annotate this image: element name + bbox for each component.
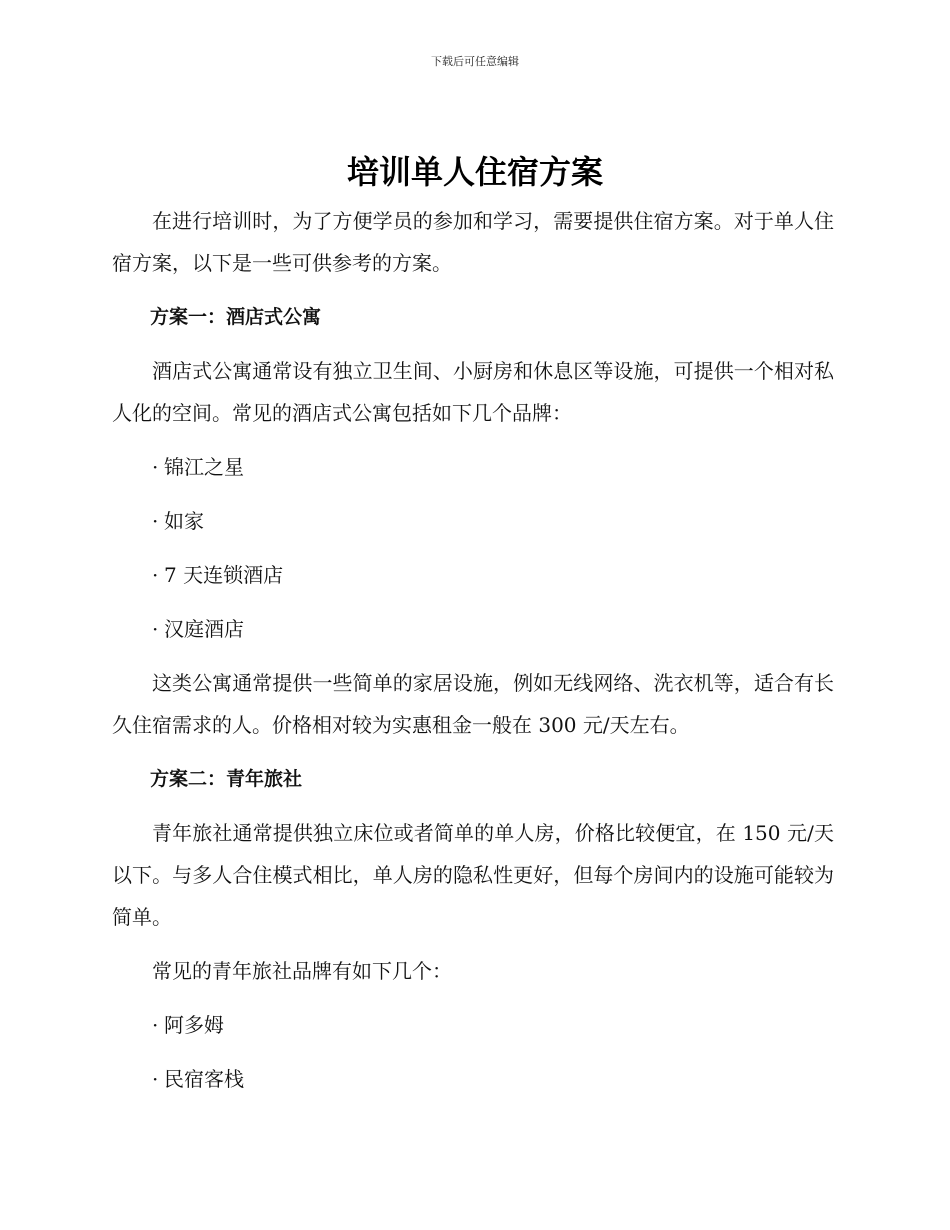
page-header-note: 下载后可任意编辑 (431, 55, 519, 68)
bullet-icon: · (152, 455, 159, 479)
plan1-brand-list (112, 446, 834, 650)
brand-name: 锦江之星 (164, 455, 244, 479)
bullet-icon: · (152, 563, 159, 587)
list-item (112, 1058, 834, 1100)
list-item (112, 608, 834, 650)
bullet-icon: · (152, 1013, 159, 1037)
plan2-brands-intro: 常见的青年旅社品牌有如下几个： (152, 959, 452, 983)
plan2-heading: 方案二：青年旅社 (150, 768, 303, 790)
plan2-brand-list (112, 1004, 834, 1100)
list-item (112, 446, 834, 488)
brand-name: 汉庭酒店 (164, 617, 244, 641)
intro-paragraph: 在进行培训时，为了方便学员的参加和学习，需要提供住宿方案。对于单人住宿方案，以下是一些可供参考的方案。 (112, 209, 834, 275)
plan1-heading: 方案一：酒店式公寓 (150, 306, 322, 328)
bullet-icon: · (152, 617, 159, 641)
brand-name: 7 天连锁酒店 (164, 563, 284, 587)
brand-name: 民宿客栈 (164, 1067, 244, 1091)
list-item (112, 554, 834, 596)
bullet-icon: · (152, 509, 159, 533)
brand-name: 如家 (164, 509, 204, 533)
bullet-icon: · (152, 1067, 159, 1091)
document-title: 培训单人住宿方案 (346, 153, 603, 191)
document-body (112, 200, 834, 1100)
plan2-description: 青年旅社通常提供独立床位或者简单的单人房，价格比较便宜，在 150 元/天以下。与多人合住模式相比，单人房的隐私性更好，但每个房间内的设施可能较为简单。 (112, 821, 834, 929)
plan1-note: 这类公寓通常提供一些简单的家居设施，例如无线网络、洗衣机等，适合有长久住宿需求的人。价格相对较为实惠租金一般在 300 元/天左右。 (112, 671, 834, 737)
list-item (112, 1004, 834, 1046)
plan1-description: 酒店式公寓通常设有独立卫生间、小厨房和休息区等设施，可提供一个相对私人化的空间。常见的酒店式公寓包括如下几个品牌： (112, 359, 834, 425)
brand-name: 阿多姆 (164, 1013, 224, 1037)
list-item (112, 500, 834, 542)
